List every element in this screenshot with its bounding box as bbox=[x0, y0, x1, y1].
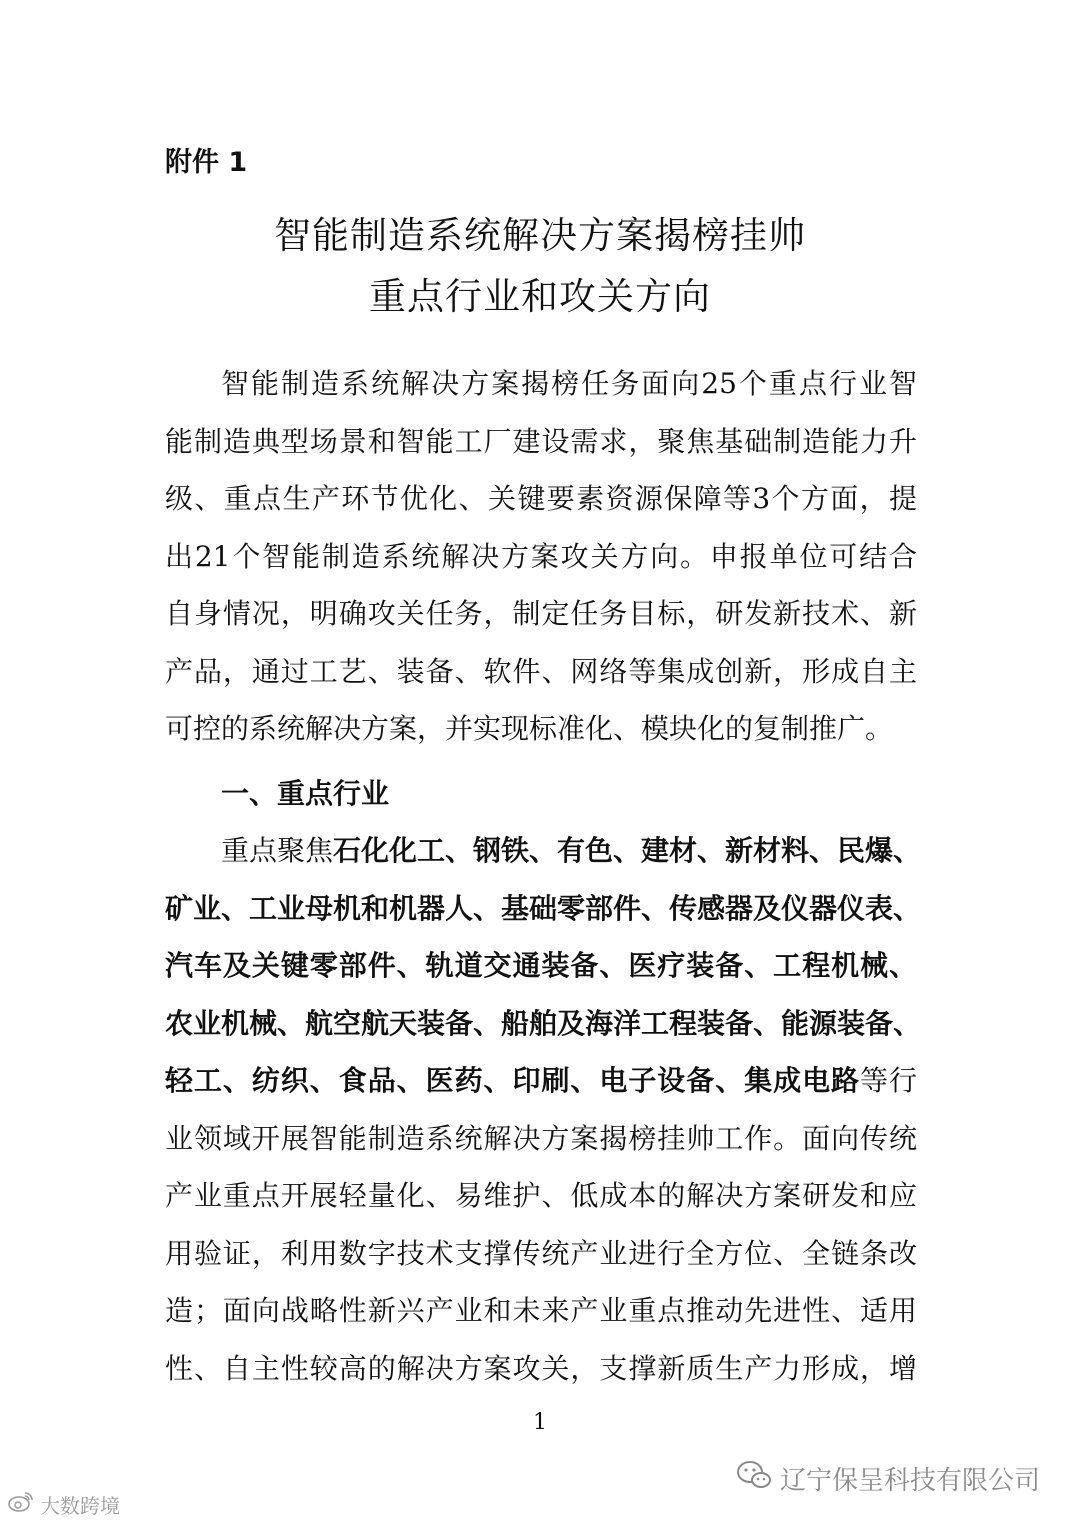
industry-list-bold: 农业机械、航空航天装备、船舶及海洋工程装备、能源装备、 bbox=[165, 1006, 922, 1040]
paragraph-line: 级、重点生产环节优化、关键要素资源保障等3个方面，提 bbox=[165, 482, 917, 515]
weibo-icon bbox=[8, 1491, 34, 1518]
watermark-right-text: 辽宁保呈科技有限公司 bbox=[779, 1466, 1040, 1496]
paragraph-line: 业领域开展智能制造系统解决方案揭榜挂帅工作。面向传统 bbox=[165, 1121, 917, 1155]
paragraph-line bbox=[165, 1052, 917, 1110]
paragraph-line: 出21个智能制造系统解决方案攻关方向。申报单位可结合 bbox=[165, 539, 917, 573]
paragraph-line: 用验证，利用数字技术支撑传统产业进行全方位、全链条改 bbox=[165, 1236, 917, 1270]
paragraph-intro bbox=[165, 355, 917, 758]
watermark-left bbox=[8, 1490, 120, 1519]
line-suffix: 等行 bbox=[860, 1064, 917, 1097]
section-heading: 一、重点行业 bbox=[221, 777, 390, 810]
page-number: 1 bbox=[533, 1410, 547, 1435]
watermark-right bbox=[736, 1460, 1040, 1497]
paragraph-line bbox=[165, 822, 922, 880]
document-title-line1: 智能制造系统解决方案揭榜挂帅 bbox=[274, 214, 806, 257]
industry-list-bold: 汽车及关键零部件、轨道交通装备、医疗装备、工程机械、 bbox=[165, 949, 917, 982]
paragraph-line: 可控的系统解决方案，并实现标准化、模块化的复制推广。 bbox=[165, 712, 894, 745]
industry-list-bold: 石化化工、钢铁、有色、建材、新材料、民爆、 bbox=[333, 834, 922, 867]
paragraph-line: 自身情况，明确攻关任务，制定任务目标，研发新技术、新 bbox=[165, 597, 917, 630]
paragraph-line: 智能制造系统解决方案揭榜任务面向25个重点行业智 bbox=[221, 367, 917, 400]
document-title-line2: 重点行业和攻关方向 bbox=[369, 275, 711, 318]
paragraph-industries bbox=[165, 822, 922, 1397]
paragraph-line: 产业重点开展轻量化、易维护、低成本的解决方案研发和应 bbox=[165, 1179, 917, 1212]
paragraph-line: 造；面向战略性新兴产业和未来产业重点推动先进性、适用 bbox=[165, 1294, 917, 1327]
watermark-left-text: 大数跨境 bbox=[40, 1494, 120, 1518]
attachment-label: 附件 1 bbox=[165, 147, 248, 178]
industry-list-bold: 矿业、工业母机和机器人、基础零部件、传感器及仪器仪表、 bbox=[165, 891, 922, 925]
industry-list-bold: 轻工、纺织、食品、医药、印刷、电子设备、集成电路 bbox=[165, 1064, 861, 1097]
paragraph-line: 产品，通过工艺、装备、软件、网络等集成创新，形成自主 bbox=[165, 654, 917, 688]
paragraph-line: 能制造典型场景和智能工厂建设需求，聚焦基础制造能力升 bbox=[165, 424, 917, 458]
line-prefix: 重点聚焦 bbox=[221, 834, 334, 867]
wechat-icon bbox=[736, 1460, 772, 1497]
paragraph-line: 性、自主性较高的解决方案攻关，支撑新质生产力形成，增 bbox=[165, 1351, 917, 1385]
